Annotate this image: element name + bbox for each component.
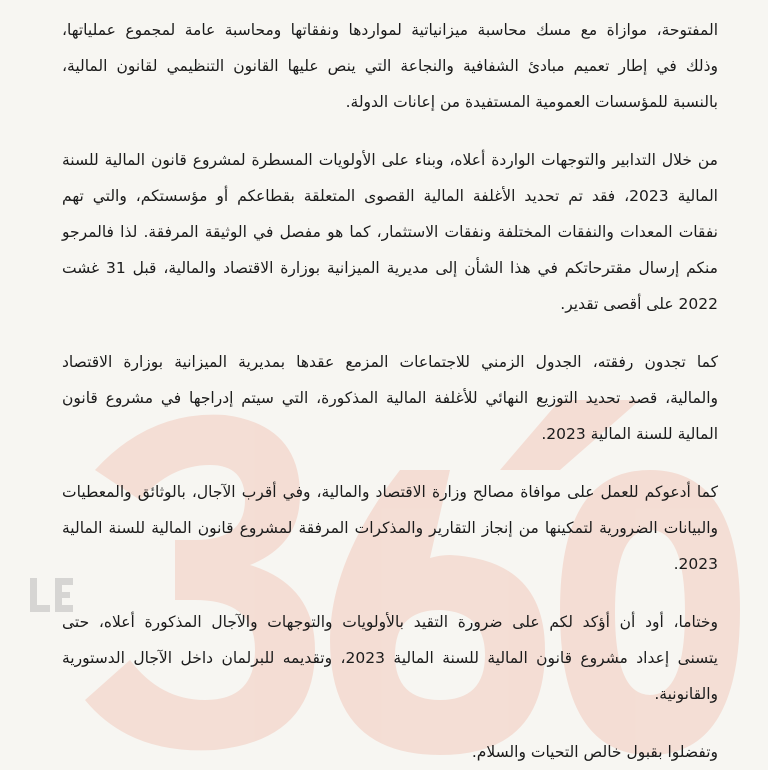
paragraph-line: كما تجدون رفقته، الجدول الزمني للاجتماعات المزمع عقدها بمديرية الميزانية بوزارة الاقتصاد <box>62 353 718 371</box>
paragraph-line: منكم إرسال مقترحاتكم في هذا الشأن إلى مديرية الميزانية بوزارة الاقتصاد والمالية، قبل 31 غشت <box>62 259 718 277</box>
paragraph-line: والمالية، قصد تحديد التوزيع النهائي للأغلفة المالية المذكورة، التي سيتم إدراجها في مشروع قانون <box>62 389 718 407</box>
paragraph-line: المالية للسنة المالية 2023. <box>541 425 718 443</box>
paragraph-line: المالية 2023، فقد تم تحديد الأغلفة المالية القصوى المتعلقة بقطاعكم أو مؤسستكم، والتي تهم <box>62 187 718 205</box>
paragraph-line: وتفضلوا بقبول خالص التحيات والسلام. <box>471 743 718 761</box>
paragraph-5 <box>62 604 718 712</box>
paragraph-line: 2023. <box>673 555 718 573</box>
paragraph-line: نفقات المعدات والنفقات المختلفة ونفقات الاستثمار، كما هو مفصل في الوثيقة المرفقة. لذا فالمرجو <box>62 223 718 241</box>
paragraph-line: بالنسبة للمؤسسات العمومية المستفيدة من إعانات الدولة. <box>345 93 718 111</box>
paragraph-line: من خلال التدابير والتوجهات الواردة أعلاه، وبناء على الأولويات المسطرة لمشروع قانون المالية للسنة <box>62 151 718 169</box>
paragraph-line: يتسنى إعداد مشروع قانون المالية للسنة المالية 2023، وتقديمه للبرلمان داخل الآجال الدستورية <box>62 649 718 667</box>
paragraph-line: والبيانات الضرورية لتمكينها من إنجاز التقارير والمذكرات المرفقة لمشروع قانون المالية للسنة المالية <box>62 519 718 537</box>
paragraph-line: كما أدعوكم للعمل على موافاة مصالح وزارة الاقتصاد والمالية، وفي أقرب الآجال، بالوثائق والمعطيات <box>62 483 718 501</box>
paragraph-2 <box>62 142 718 322</box>
paragraph-4 <box>62 474 718 582</box>
paragraph-line: وذلك في إطار تعميم مبادئ الشفافية والنجاعة التي ينص عليها القانون التنظيمي لقانون المالية، <box>62 57 718 75</box>
closing-salutation <box>62 734 718 770</box>
paragraph-1 <box>62 12 718 120</box>
paragraph-line: وختاما، أود أن أؤكد لكم على ضرورة التقيد بالأولويات والتوجهات والآجال المذكورة أعلاه، حتى <box>62 613 718 631</box>
paragraph-line: المفتوحة، موازاة مع مسك محاسبة ميزانياتية لمواردها ونفقاتها ومحاسبة عامة لمجموع عملياتها، <box>62 21 718 39</box>
paragraph-3 <box>62 344 718 452</box>
paragraph-line: والقانونية. <box>654 685 718 703</box>
paragraph-line: 2022 على أقصى تقدير. <box>560 295 718 313</box>
